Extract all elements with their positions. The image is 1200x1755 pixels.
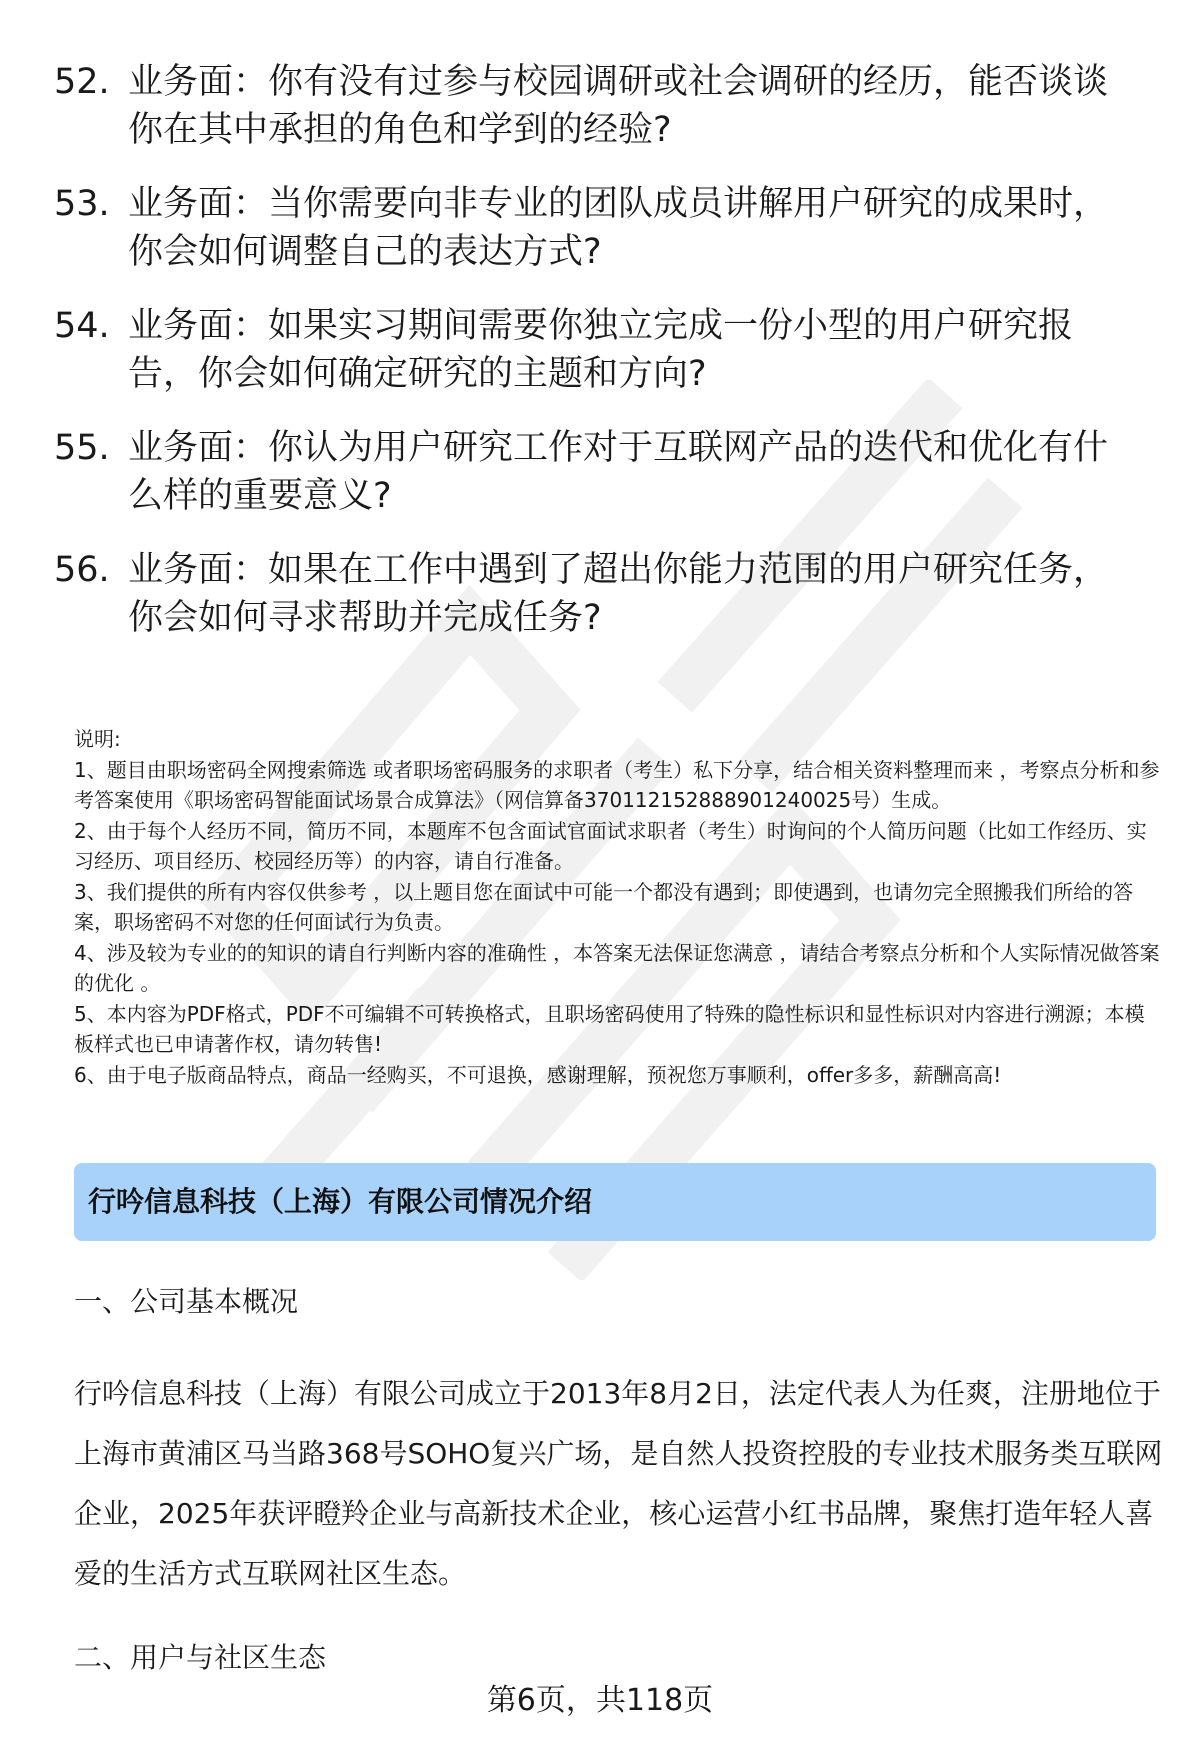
overview-paragraph: 行吟信息科技（上海）有限公司成立于2013年8月2日，法定代表人为任爽，注册地位于上海市黄浦区马当路368号SOHO复兴广场，是自然人投资控股的专业技术服务类互联网企业，2025年获评瞪羚企业与高新技术企业，核心运营小红书品牌，聚焦打造年轻人喜爱的生活方式互联网社区生态。 [74,1377,1163,1590]
question-number: 55. [54,428,110,468]
note-item: 5、本内容为PDF格式，PDF不可编辑不可转换格式，且职场密码使用了特殊的隐性标识和显性标识对内容进行溯源；本模板样式也已申请著作权，请勿转售! [74,1001,1145,1056]
notes-section [74,724,1164,1090]
banner-title: 行吟信息科技（上海）有限公司情况介绍 [88,1185,593,1218]
question-text: 业务面：如果在工作中遇到了超出你能力范围的用户研究任务，你会如何寻求帮助并完成任务? [128,550,1109,638]
question-list [0,58,1200,668]
page-footer: 第6页，共118页 [486,1683,714,1718]
question-item [0,302,1200,398]
question-number: 52. [54,62,110,102]
note-item: 4、涉及较为专业的的知识的请自行判断内容的准确性 ，本答案无法保证您满意 ，请结合考察点分析和个人实际情况做答案的优化 。 [74,940,1160,995]
question-text: 业务面：你认为用户研究工作对于互联网产品的迭代和优化有什么样的重要意义? [128,428,1109,516]
notes-title: 说明: [74,727,121,751]
company-banner [74,1163,1156,1241]
question-number: 56. [54,550,110,590]
question-item [0,424,1200,520]
question-number: 53. [54,184,110,224]
section-heading-overview: 一、公司基本概况 [74,1285,299,1318]
question-text: 业务面：如果实习期间需要你独立完成一份小型的用户研究报告，你会如何确定研究的主题和方向? [128,306,1074,394]
question-item [0,546,1200,642]
note-item: 1、题目由职场密码全网搜索筛选 或者职场密码服务的求职者（考生）私下分享，结合相关资料整理而来 ，考察点分析和参考答案使用《职场密码智能面试场景合成算法》（网信算备370112152888901240025号）生成。 [74,757,1160,812]
question-item [0,180,1200,276]
question-item [0,58,1200,154]
note-item: 2、由于每个人经历不同，简历不同，本题库不包含面试官面试求职者（考生）时询问的个人简历问题（比如工作经历、实习经历、项目经历、校园经历等）的内容，请自行准备。 [74,818,1147,873]
note-item: 6、由于电子版商品特点，商品一经购买，不可退换，感谢理解，预祝您万事顺利，offer多多，薪酬高高! [74,1062,1002,1087]
note-item: 3、我们提供的所有内容仅供参考 ，以上题目您在面试中可能一个都没有遇到；即使遇到，也请勿完全照搬我们所给的答案，职场密码不对您的任何面试行为负责。 [74,879,1134,934]
question-text: 业务面：你有没有过参与校园调研或社会调研的经历，能否谈谈你在其中承担的角色和学到的经验? [128,62,1109,150]
question-text: 业务面：当你需要向非专业的团队成员讲解用户研究的成果时，你会如何调整自己的表达方式? [128,184,1109,272]
question-number: 54. [54,306,110,346]
section-heading-ecosystem: 二、用户与社区生态 [74,1641,327,1674]
